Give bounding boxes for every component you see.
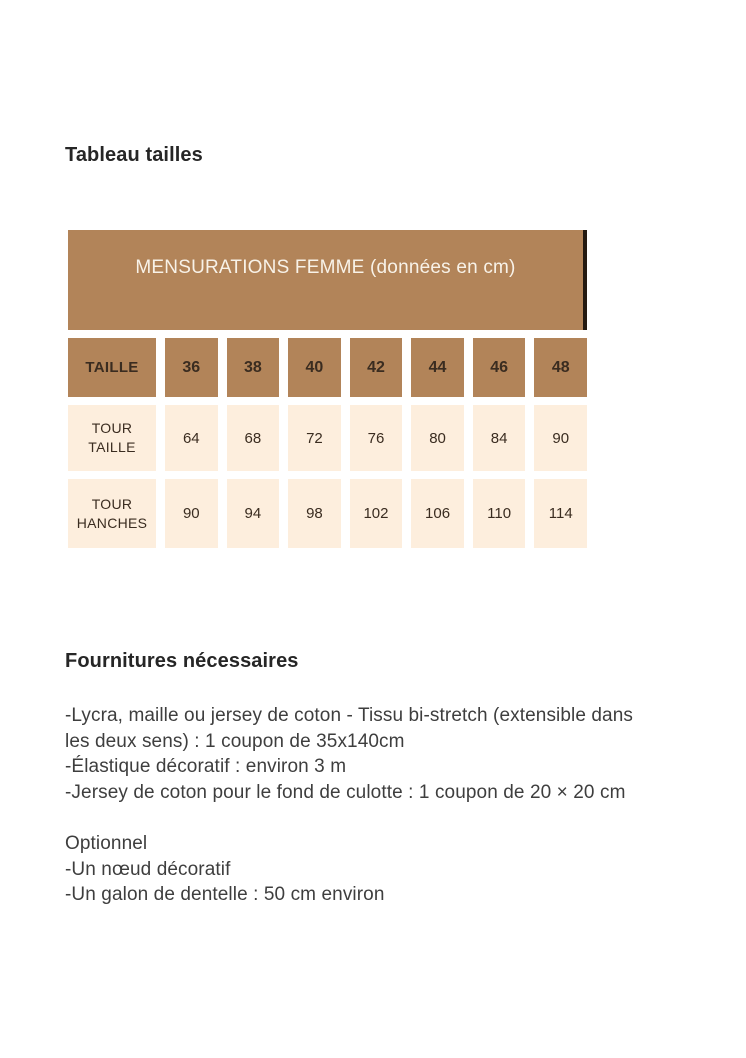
table-cell: 102	[350, 479, 403, 548]
table-header-cell: 42	[350, 338, 403, 397]
table-cell: 72	[288, 405, 341, 471]
table-header-cell: 40	[288, 338, 341, 397]
table-cell: 80	[411, 405, 464, 471]
table-cell: 106	[411, 479, 464, 548]
table-row-label-waist: TOUR TAILLE	[68, 405, 156, 471]
table-row-label-hips: TOUR HANCHES	[68, 479, 156, 548]
size-table	[68, 230, 587, 548]
size-grid	[68, 338, 587, 548]
optional-line: -Un nœud décoratif	[65, 858, 231, 880]
blank-line	[65, 805, 725, 831]
table-cell: 114	[534, 479, 587, 548]
supplies-line: -Jersey de coton pour le fond de culotte : 1 coupon de 20 × 20 cm	[65, 781, 626, 803]
table-cell: 98	[288, 479, 341, 548]
table-cell: 68	[227, 405, 280, 471]
table-cell: 110	[473, 479, 526, 548]
supplies-line: -Élastique décoratif : environ 3 m	[65, 756, 347, 778]
table-cell: 94	[227, 479, 280, 548]
table-cell: 90	[534, 405, 587, 471]
table-header-cell: 36	[165, 338, 218, 397]
table-header-cell: 44	[411, 338, 464, 397]
table-banner	[68, 230, 587, 330]
optional-heading-line: Optionnel	[65, 832, 148, 854]
table-header-label: TAILLE	[68, 338, 156, 397]
size-table-title: Tableau tailles	[65, 144, 203, 166]
table-header-cell: 38	[227, 338, 280, 397]
supplies-title: Fournitures nécessaires	[65, 650, 299, 672]
table-header-cell: 48	[534, 338, 587, 397]
table-cell: 76	[350, 405, 403, 471]
optional-line: -Un galon de dentelle : 50 cm environ	[65, 884, 385, 906]
supplies-line: les deux sens) : 1 coupon de 35x140cm	[65, 730, 405, 752]
table-banner-text: MENSURATIONS FEMME (données en cm)	[135, 257, 516, 278]
supplies-text	[65, 703, 725, 908]
table-cell: 84	[473, 405, 526, 471]
table-cell: 64	[165, 405, 218, 471]
table-header-cell: 46	[473, 338, 526, 397]
table-cell: 90	[165, 479, 218, 548]
supplies-line: -Lycra, maille ou jersey de coton - Tissu bi-stretch (extensible dans	[65, 705, 633, 726]
